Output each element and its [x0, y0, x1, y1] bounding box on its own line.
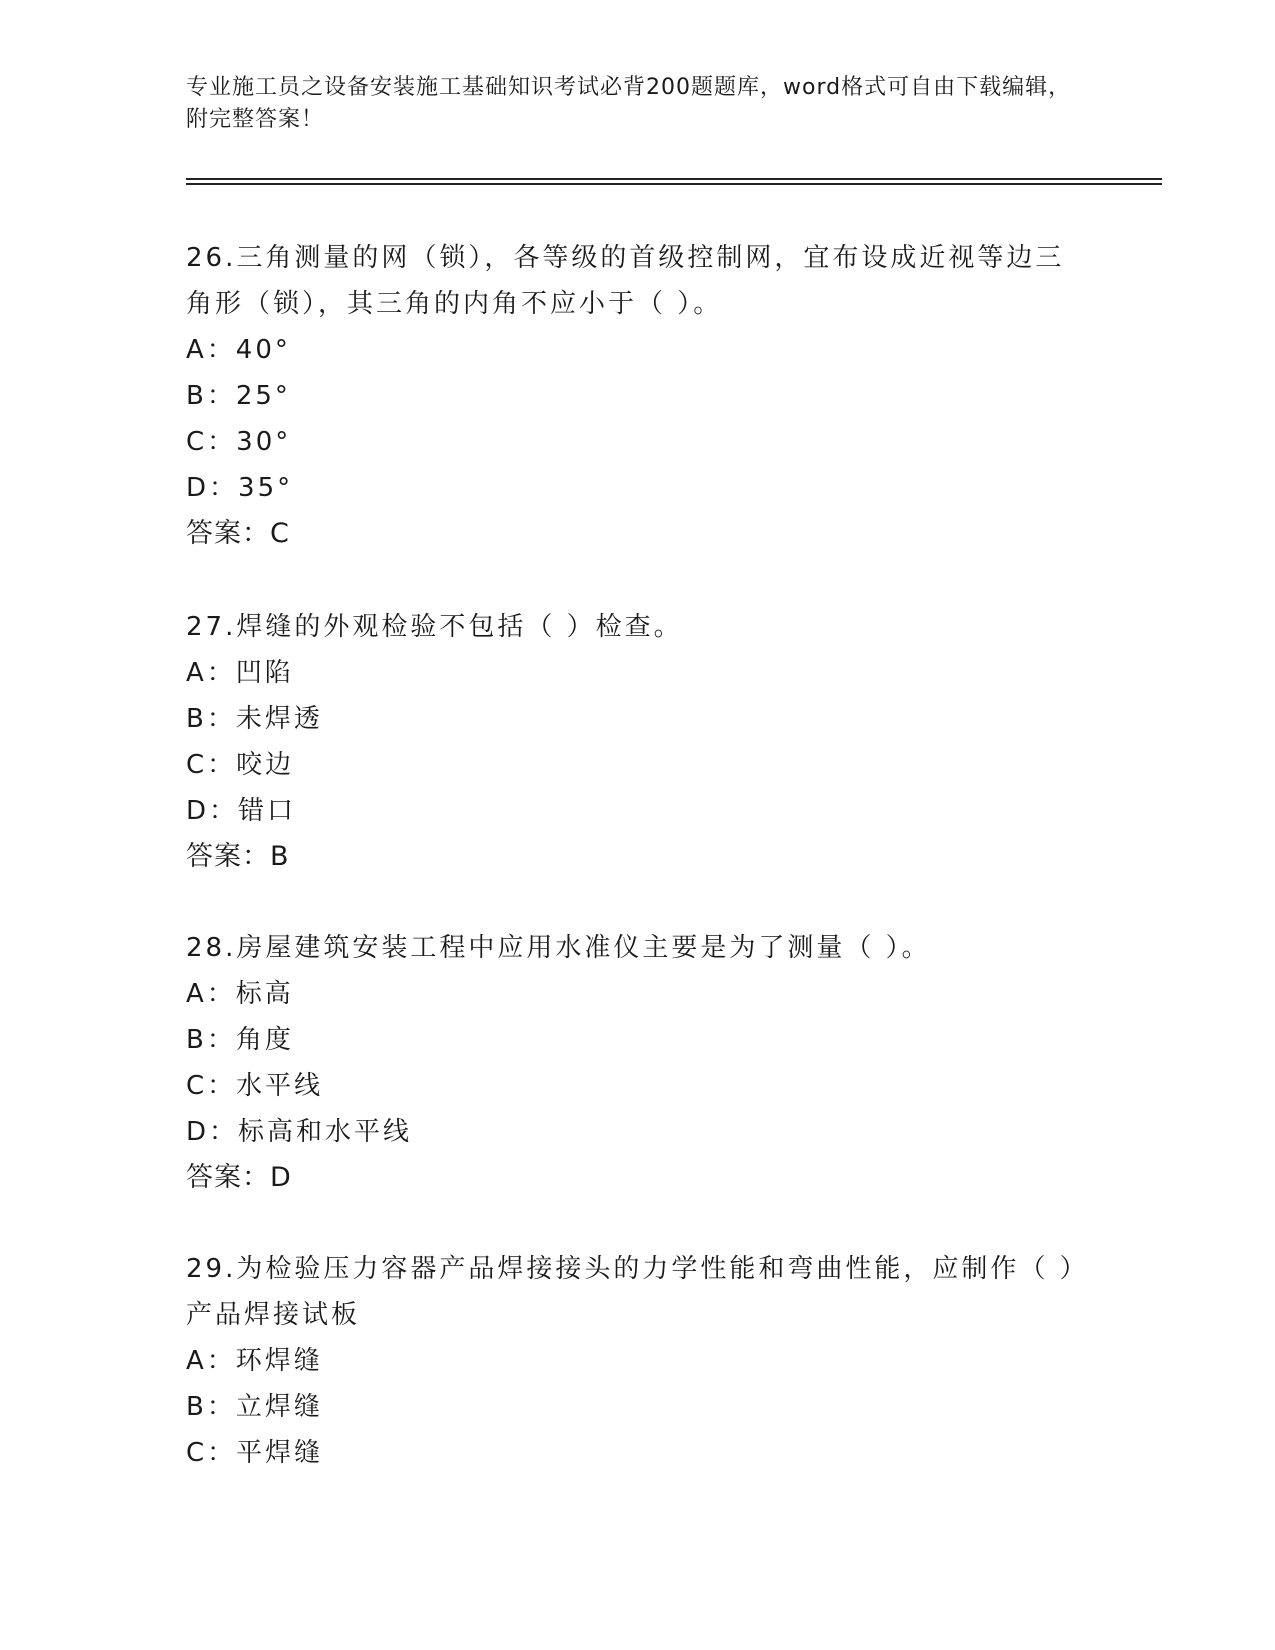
document-header: 专业施工员之设备安装施工基础知识考试必背200题题库，word格式可自由下载编辑，附完整答案！: [186, 75, 1072, 132]
option-a: A：40°: [186, 335, 291, 365]
option-a: A：标高: [186, 979, 294, 1009]
question-28: [186, 925, 1086, 1201]
option-c: C：30°: [186, 427, 292, 457]
option-b: B：立焊缝: [186, 1392, 323, 1422]
question-stem: 26.三角测量的网（锁），各等级的首级控制网，宜布设成近视等边三角形（锁），其三角的内角不应小于（ ）。: [186, 243, 1065, 319]
header-divider-bottom: [186, 183, 1162, 185]
option-c: C：平焊缝: [186, 1438, 324, 1468]
answer: 答案：B: [186, 841, 290, 872]
option-a: A：环焊缝: [186, 1346, 323, 1376]
answer: 答案：C: [186, 518, 290, 549]
question-29: [186, 1246, 1086, 1476]
question-27: [186, 604, 1086, 880]
option-d: D：标高和水平线: [186, 1117, 413, 1147]
header-divider-top: [186, 178, 1162, 180]
option-c: C：咬边: [186, 750, 295, 780]
option-c: C：水平线: [186, 1071, 324, 1101]
option-d: D：错口: [186, 796, 297, 826]
option-a: A：凹陷: [186, 658, 294, 688]
question-stem: 29.为检验压力容器产品焊接接头的力学性能和弯曲性能，应制作（ ）产品焊接试板: [186, 1254, 1076, 1330]
question-stem: 27.焊缝的外观检验不包括（ ）检查。: [186, 612, 683, 642]
answer: 答案：D: [186, 1162, 292, 1193]
question-stem: 28.房屋建筑安装工程中应用水准仪主要是为了测量（ ）。: [186, 933, 931, 963]
option-d: D：35°: [186, 473, 294, 503]
option-b: B：角度: [186, 1025, 294, 1055]
question-26: [186, 235, 1086, 557]
option-b: B：未焊透: [186, 704, 323, 734]
option-b: B：25°: [186, 381, 291, 411]
